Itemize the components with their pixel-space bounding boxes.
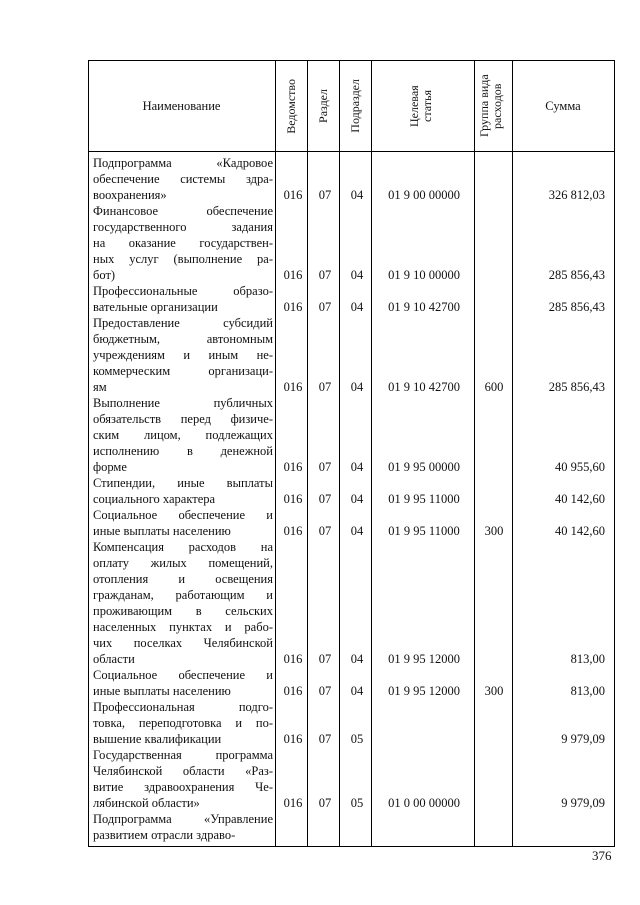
table-row [88,747,615,811]
row-name [93,699,273,747]
row-name [93,475,273,507]
row-name-line: Стипендии, иные выплаты [93,476,273,490]
header-name-cell [88,61,275,151]
row-name-line: коммерческим организаци- [93,364,273,378]
vedomstvo-value: 016 [283,524,303,538]
podrazdel-value: 04 [350,492,364,506]
target-article-value: 01 9 10 00000 [388,268,460,282]
row-name [93,507,273,539]
razdel-value: 07 [318,524,332,538]
row-name-line: обеспечение системы здра- [93,172,273,186]
row-name [93,203,273,283]
amount-value: 9 979,09 [561,732,605,746]
row-name-line: Профессиональная подго- [93,700,273,714]
table-row [88,699,615,747]
razdel-value: 07 [318,492,332,506]
amount-value: 40 142,60 [555,524,605,538]
podrazdel-value: 04 [350,380,364,394]
row-name-line: социального характера [93,492,216,506]
vedomstvo-value: 016 [283,492,303,506]
page-number: 376 [592,848,612,863]
amount-value: 40 955,60 [555,460,605,474]
row-name-line: Компенсация расходов на [93,540,273,554]
podrazdel-value: 04 [350,524,364,538]
row-name [93,539,273,667]
podrazdel-value: 04 [350,188,364,202]
header-vedomstvo-cell [275,61,307,151]
row-name-line: бот) [93,268,116,282]
row-name [93,667,273,699]
podrazdel-value: 04 [350,684,364,698]
razdel-value: 07 [318,460,332,474]
amount-value: 285 856,43 [548,300,605,314]
row-name-line: Подпрограмма «Управление [93,812,273,826]
row-name-line: Челябинской области «Раз- [93,764,273,778]
table-row [88,203,615,283]
row-name-line: бюджетным, автономным [93,332,273,346]
row-name [93,155,273,203]
target-article-value: 01 9 95 11000 [388,492,460,506]
razdel-value: 07 [318,380,332,394]
header-name: Наименование [142,98,221,113]
header-summa: Сумма [545,98,581,113]
amount-value: 285 856,43 [548,380,605,394]
amount-value: 40 142,60 [555,492,605,506]
row-name-line: отопления и освещения [93,572,273,586]
row-name-line: населенных пунктах и рабо- [93,620,273,634]
header-podrazdel: Подраздел [347,79,362,133]
row-name [93,315,273,395]
podrazdel-value: 05 [350,796,364,810]
row-name-line: Государственная программа [93,748,273,762]
row-name [93,283,273,315]
razdel-value: 07 [318,188,332,202]
header-gruppa: Группа вида расходов [477,74,504,138]
target-article-value: 01 9 95 12000 [388,652,460,666]
header-podrazdel-cell [339,61,371,151]
header-gruppa-cell [474,61,512,151]
table-row [88,395,615,475]
razdel-value: 07 [318,684,332,698]
row-name-line: ных услуг (выполнение ра- [93,252,273,266]
budget-table [88,60,615,847]
row-name-line: обязательств перед физиче- [93,412,273,426]
amount-value: 813,00 [570,684,605,698]
row-name-line: проживающим в сельских [93,604,273,618]
podrazdel-value: 05 [350,732,364,746]
row-name [93,811,273,843]
amount-value: 326 812,03 [548,188,605,202]
table-header [88,61,615,152]
header-vedomstvo: Ведомство [283,78,298,134]
amount-value: 9 979,09 [561,796,605,810]
target-article-value: 01 9 95 00000 [388,460,460,474]
row-name-line: Подпрограмма «Кадровое [93,156,273,170]
header-razdel-cell [307,61,339,151]
row-name-line: Предоставление субсидий [93,316,273,330]
row-name-line: оплату жилых помещений, [93,556,273,570]
vedomstvo-value: 016 [283,796,303,810]
target-article-value: 01 9 00 00000 [388,188,460,202]
row-name-line: Социальное обеспечение и [93,668,273,682]
vedomstvo-value: 016 [283,652,303,666]
row-name-line: форме [93,460,127,474]
vedomstvo-value: 016 [283,268,303,282]
row-name-line: воохранения» [93,188,167,202]
razdel-value: 07 [318,652,332,666]
vedomstvo-value: 016 [283,460,303,474]
vedomstvo-value: 016 [283,684,303,698]
row-name-line: учреждениям и иным не- [93,348,273,362]
header-razdel: Раздел [315,89,330,123]
table-row [88,315,615,395]
target-article-value: 01 9 95 12000 [388,684,460,698]
podrazdel-value: 04 [350,300,364,314]
expense-group-value: 600 [484,380,504,394]
row-name-line: ям [93,380,107,394]
row-name-line: товка, переподготовка и по- [93,716,273,730]
row-name-line: Социальное обеспечение и [93,508,273,522]
row-name-line: ским лицом, подлежащих [93,428,273,442]
header-celevaya-cell [371,61,474,151]
row-name-line: иные выплаты населению [93,524,231,538]
razdel-value: 07 [318,796,332,810]
row-name-line: витие здравоохранения Че- [93,780,273,794]
vedomstvo-value: 016 [283,732,303,746]
row-name-line: государственного задания [93,220,273,234]
row-name-line: чих поселках Челябинской [93,636,273,650]
podrazdel-value: 04 [350,652,364,666]
amount-value: 813,00 [570,652,605,666]
target-article-value: 01 9 95 11000 [388,524,460,538]
table-row [88,811,615,843]
expense-group-value: 300 [484,684,504,698]
razdel-value: 07 [318,300,332,314]
row-name-line: лябинской области» [93,796,200,810]
row-name-line: вышение квалификации [93,732,222,746]
table-row [88,667,615,699]
vedomstvo-value: 016 [283,380,303,394]
podrazdel-value: 04 [350,268,364,282]
table-row [88,507,615,539]
table-row [88,539,615,667]
target-article-value: 01 9 10 42700 [388,380,460,394]
row-name-line: Финансовое обеспечение [93,204,273,218]
table-row [88,475,615,507]
amount-value: 285 856,43 [548,268,605,282]
vedomstvo-value: 016 [283,188,303,202]
razdel-value: 07 [318,268,332,282]
row-name-line: развитием отрасли здраво- [93,828,236,842]
row-name-line: вательные организации [93,300,218,314]
target-article-value: 01 0 00 00000 [388,796,460,810]
row-name-line: исполнению в денежной [93,444,273,458]
razdel-value: 07 [318,732,332,746]
row-name-line: на оказание государствен- [93,236,273,250]
podrazdel-value: 04 [350,460,364,474]
row-name [93,395,273,475]
row-name-line: Профессиональные образо- [93,284,273,298]
table-row [88,283,615,315]
header-summa-cell [512,61,614,151]
row-name-line: Выполнение публичных [93,396,273,410]
table-row [88,155,615,203]
expense-group-value: 300 [484,524,504,538]
row-name-line: гражданам, работающим и [93,588,273,602]
vedomstvo-value: 016 [283,300,303,314]
target-article-value: 01 9 10 42700 [388,300,460,314]
header-celevaya: Целевая статья [406,85,434,127]
row-name-line: иные выплаты населению [93,684,231,698]
row-name-line: области [93,652,135,666]
row-name [93,747,273,811]
